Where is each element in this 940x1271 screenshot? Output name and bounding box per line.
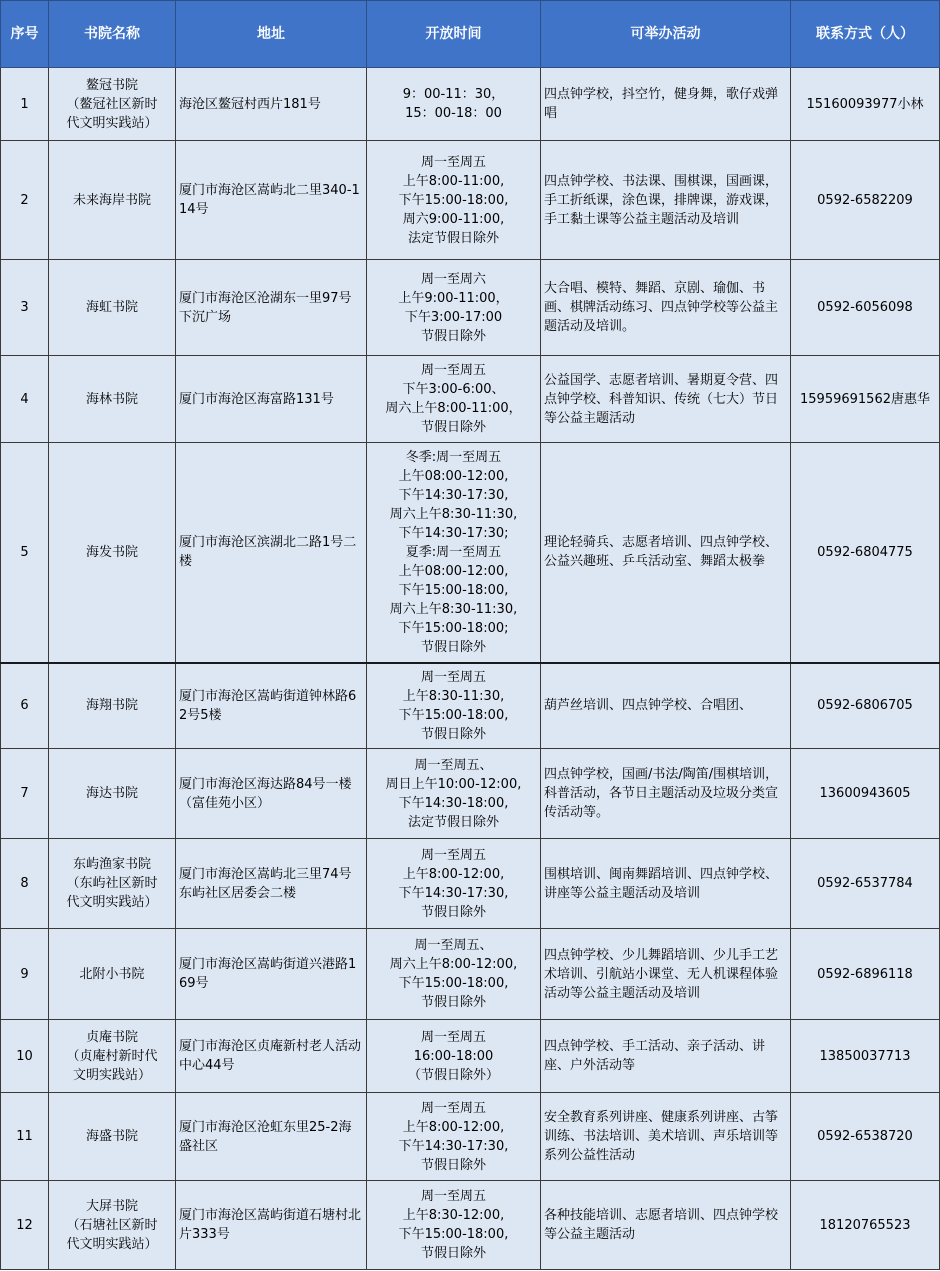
hours-line: 周六上午8:00-11:00，: [385, 401, 522, 416]
name-line: 东屿渔家书院: [72, 857, 151, 872]
cell-no: 8: [1, 839, 49, 929]
hours-line: 节假日除外: [420, 904, 486, 920]
hours-line: 周六上午8:00-12:00,: [389, 957, 518, 972]
cell-address: 厦门市海沧区嵩屿北二里340-114号: [176, 141, 367, 260]
hours-line: 上午8:30-12:00,: [402, 1208, 505, 1223]
hours-line: 上午8:00-12:00,: [402, 866, 505, 882]
hours-line: 下午15:00-18:00,: [398, 582, 509, 598]
cell-name: [49, 749, 176, 839]
name-line: 海翔书院: [85, 698, 138, 714]
cell-no: 5: [1, 443, 49, 663]
hours-line: 节假日除外: [420, 328, 486, 344]
cell-contact: 0592-6806705: [791, 663, 940, 749]
header-name: 书院名称: [49, 1, 176, 68]
table-row: [1, 260, 940, 356]
header-activities: 可举办活动: [541, 1, 791, 68]
hours-line: 周一至周六: [420, 271, 486, 287]
cell-contact: 0592-6896118: [791, 929, 940, 1020]
hours-line: 下午15:00-18:00,: [398, 707, 509, 723]
hours-line: 下午15:00-18:00;: [398, 620, 509, 636]
cell-address: 厦门市海沧区嵩屿街道兴港路169号: [176, 929, 367, 1020]
hours-line: 周一至周五: [420, 1100, 486, 1116]
cell-hours: [367, 663, 541, 749]
cell-name: [49, 443, 176, 663]
name-line: 代文明实践站）: [66, 895, 158, 910]
table-row: [1, 663, 940, 749]
cell-contact: 18120765523: [791, 1181, 940, 1270]
cell-address: 厦门市海沧区滨湖北二路1号二楼: [176, 443, 367, 663]
hours-line: 下午3:00-6:00、: [402, 382, 505, 397]
hours-line: 节假日除外: [420, 726, 486, 742]
cell-hours: [367, 260, 541, 356]
hours-line: 下午14:30-17:30,: [398, 487, 509, 503]
hours-line: 周一至周五: [420, 1189, 486, 1204]
hours-line: 下午14:30-17:30,: [398, 885, 509, 901]
hours-line: 周六上午8:30-11:30,: [389, 506, 518, 522]
cell-address: 厦门市海沧区沧湖东一里97号下沉广场: [176, 260, 367, 356]
hours-line: 上午08:00-12:00,: [398, 563, 509, 579]
cell-address: 厦门市海沧区嵩屿街道钟林路62号5楼: [176, 663, 367, 749]
name-line: 贞庵书院: [85, 1029, 138, 1045]
cell-contact: 0592-6582209: [791, 141, 940, 260]
hours-line: 节假日除外: [420, 639, 486, 655]
cell-no: 12: [1, 1181, 49, 1270]
hours-line: 下午14:30-17:30,: [398, 1138, 509, 1154]
cell-name: [49, 929, 176, 1020]
cell-activities: 理论轻骑兵、志愿者培训、四点钟学校、公益兴趣班、乒乓活动室、舞蹈太极拳: [541, 443, 791, 663]
hours-line: 夏季:周一至周五: [405, 544, 502, 560]
cell-name: [49, 260, 176, 356]
header-address: 地址: [176, 1, 367, 68]
cell-address: 厦门市海沧区沧虹东里25-2海盛社区: [176, 1093, 367, 1181]
hours-line: 周一至周五: [420, 669, 486, 685]
table-row: [1, 1093, 940, 1181]
cell-no: 1: [1, 68, 49, 141]
cell-no: 9: [1, 929, 49, 1020]
cell-no: 4: [1, 356, 49, 443]
cell-address: 厦门市海沧区嵩屿北三里74号东屿社区居委会二楼: [176, 839, 367, 929]
cell-contact: 13600943605: [791, 749, 940, 839]
name-line: （鳌冠社区新时: [66, 96, 158, 112]
hours-line: 9：00-11：30，: [402, 87, 505, 102]
cell-contact: 0592-6804775: [791, 443, 940, 663]
hours-line: 周一至周五: [420, 154, 486, 170]
table-row: [1, 929, 940, 1020]
name-line: 大屏书院: [85, 1198, 138, 1214]
cell-no: 7: [1, 749, 49, 839]
cell-name: [49, 356, 176, 443]
table-row: [1, 141, 940, 260]
cell-contact: 0592-6056098: [791, 260, 940, 356]
table-body: [1, 68, 940, 1270]
cell-address: 厦门市海沧区海达路84号一楼（富佳苑小区）: [176, 749, 367, 839]
hours-line: 周一至周五: [420, 363, 486, 378]
cell-address: 海沧区鳌冠村西片181号: [176, 68, 367, 141]
hours-line: 节假日除外: [420, 420, 486, 435]
cell-activities: 四点钟学校、少儿舞蹈培训、少儿手工艺术培训、引航站小课堂、无人机课程体验活动等公益主题活动及培训: [541, 929, 791, 1020]
hours-line: 节假日除外: [420, 995, 486, 1010]
cell-hours: [367, 356, 541, 443]
name-line: 代文明实践站）: [66, 115, 158, 131]
name-line: 海发书院: [85, 544, 138, 560]
cell-no: 10: [1, 1020, 49, 1093]
hours-line: 下午15:00-18:00,: [398, 976, 509, 991]
cell-contact: 0592-6538720: [791, 1093, 940, 1181]
table-row: [1, 749, 940, 839]
cell-contact: 15959691562唐惠华: [791, 356, 940, 443]
hours-line: 周六上午8:30-11:30,: [389, 601, 518, 617]
name-line: 海达书院: [85, 786, 138, 801]
hours-line: 下午15:00-18:00,: [398, 192, 509, 208]
hours-line: 周一至周五、: [414, 757, 493, 773]
table-row: [1, 443, 940, 663]
name-line: （东屿社区新时: [66, 876, 158, 891]
name-line: 海虹书院: [85, 300, 138, 315]
cell-contact: 13850037713: [791, 1020, 940, 1093]
header-no: 序号: [1, 1, 49, 68]
cell-no: 2: [1, 141, 49, 260]
cell-hours: [367, 839, 541, 929]
name-line: （石塘社区新时: [66, 1217, 158, 1233]
hours-line: 周一至周五: [420, 847, 486, 863]
hours-line: （节假日除外）: [407, 1067, 499, 1083]
hours-line: 周六9:00-11:00,: [402, 211, 505, 227]
cell-hours: [367, 1181, 541, 1270]
name-line: 海盛书院: [85, 1129, 138, 1144]
cell-hours: [367, 1093, 541, 1181]
cell-address: 厦门市海沧区海富路131号: [176, 356, 367, 443]
hours-line: 下午3:00-17:00: [404, 309, 503, 325]
cell-activities: 公益国学、志愿者培训、暑期夏令营、四点钟学校、科普知识、传统（七大）节日等公益主题活动: [541, 356, 791, 443]
table-row: [1, 356, 940, 443]
table-row: [1, 68, 940, 141]
cell-activities: 安全教育系列讲座、健康系列讲座、古筝训练、书法培训、美术培训、声乐培训等系列公益性活动: [541, 1093, 791, 1181]
cell-address: 厦门市海沧区嵩屿街道石塘村北片333号: [176, 1181, 367, 1270]
cell-no: 11: [1, 1093, 49, 1181]
name-line: 北附小书院: [79, 966, 145, 982]
hours-line: 法定节假日除外: [407, 814, 499, 830]
cell-activities: 四点钟学校、手工活动、亲子活动、讲座、户外活动等: [541, 1020, 791, 1093]
hours-line: 上午8:30-11:30,: [402, 688, 505, 704]
hours-line: 上午8:00-11:00,: [402, 173, 505, 189]
cell-name: [49, 839, 176, 929]
cell-hours: [367, 443, 541, 663]
cell-activities: 各种技能培训、志愿者培训、四点钟学校等公益主题活动: [541, 1181, 791, 1270]
cell-hours: [367, 68, 541, 141]
hours-line: 周一至周五、: [414, 938, 493, 953]
hours-line: 上午08:00-12:00,: [398, 468, 509, 484]
cell-name: [49, 1181, 176, 1270]
hours-line: 节假日除外: [420, 1246, 486, 1261]
name-line: 文明实践站）: [72, 1067, 151, 1083]
cell-activities: 围棋培训、闽南舞蹈培训、四点钟学校、讲座等公益主题活动及培训: [541, 839, 791, 929]
cell-hours: [367, 1020, 541, 1093]
table-row: [1, 1020, 940, 1093]
table-row: [1, 1181, 940, 1270]
cell-contact: 15160093977小林: [791, 68, 940, 141]
cell-name: [49, 1093, 176, 1181]
table-row: [1, 839, 940, 929]
cell-no: 3: [1, 260, 49, 356]
name-line: 代文明实践站）: [66, 1236, 158, 1252]
cell-name: [49, 68, 176, 141]
cell-name: [49, 141, 176, 260]
hours-line: 15：00-18：00: [405, 106, 502, 121]
header-hours: 开放时间: [367, 1, 541, 68]
cell-hours: [367, 749, 541, 839]
cell-address: 厦门市海沧区贞庵新村老人活动中心44号: [176, 1020, 367, 1093]
cell-name: [49, 663, 176, 749]
hours-line: 下午14:30-18:00,: [398, 795, 509, 811]
hours-line: 下午15:00-18:00,: [398, 1227, 509, 1242]
cell-activities: 四点钟学校，抖空竹，健身舞，歌仔戏弹唱: [541, 68, 791, 141]
cell-activities: 四点钟学校、书法课、围棋课，国画课，手工折纸课，涂色课，排牌课，游戏课，手工黏土课等公益主题活动及培训: [541, 141, 791, 260]
name-line: （贞庵村新时代: [66, 1048, 158, 1064]
cell-contact: 0592-6537784: [791, 839, 940, 929]
hours-line: 法定节假日除外: [407, 230, 499, 246]
cell-no: 6: [1, 663, 49, 749]
name-line: 未来海岸书院: [72, 192, 151, 208]
hours-line: 上午9:00-11:00，: [398, 290, 509, 306]
cell-activities: 葫芦丝培训、四点钟学校、合唱团、: [541, 663, 791, 749]
cell-activities: 大合唱、模特、舞蹈、京剧、瑜伽、书画、棋牌活动练习、四点钟学校等公益主题活动及培训。: [541, 260, 791, 356]
hours-line: 周一至周五: [420, 1029, 486, 1045]
name-line: 鳌冠书院: [85, 77, 138, 93]
cell-activities: 四点钟学校，国画/书法/陶笛/围棋培训，科普活动，各节日主题活动及垃圾分类宣传活动等。: [541, 749, 791, 839]
hours-line: 下午14:30-17:30;: [398, 525, 509, 541]
hours-line: 节假日除外: [420, 1157, 486, 1173]
hours-line: 周日上午10:00-12:00,: [385, 776, 522, 792]
name-line: 海林书院: [85, 391, 138, 407]
hours-line: 16:00-18:00: [413, 1048, 494, 1064]
header-contact: 联系方式（人）: [791, 1, 940, 68]
cell-hours: [367, 929, 541, 1020]
hours-line: 上午8:00-12:00,: [402, 1119, 505, 1135]
hours-line: 冬季:周一至周五: [405, 449, 502, 465]
cell-name: [49, 1020, 176, 1093]
cell-hours: [367, 141, 541, 260]
header-row: [1, 1, 940, 68]
